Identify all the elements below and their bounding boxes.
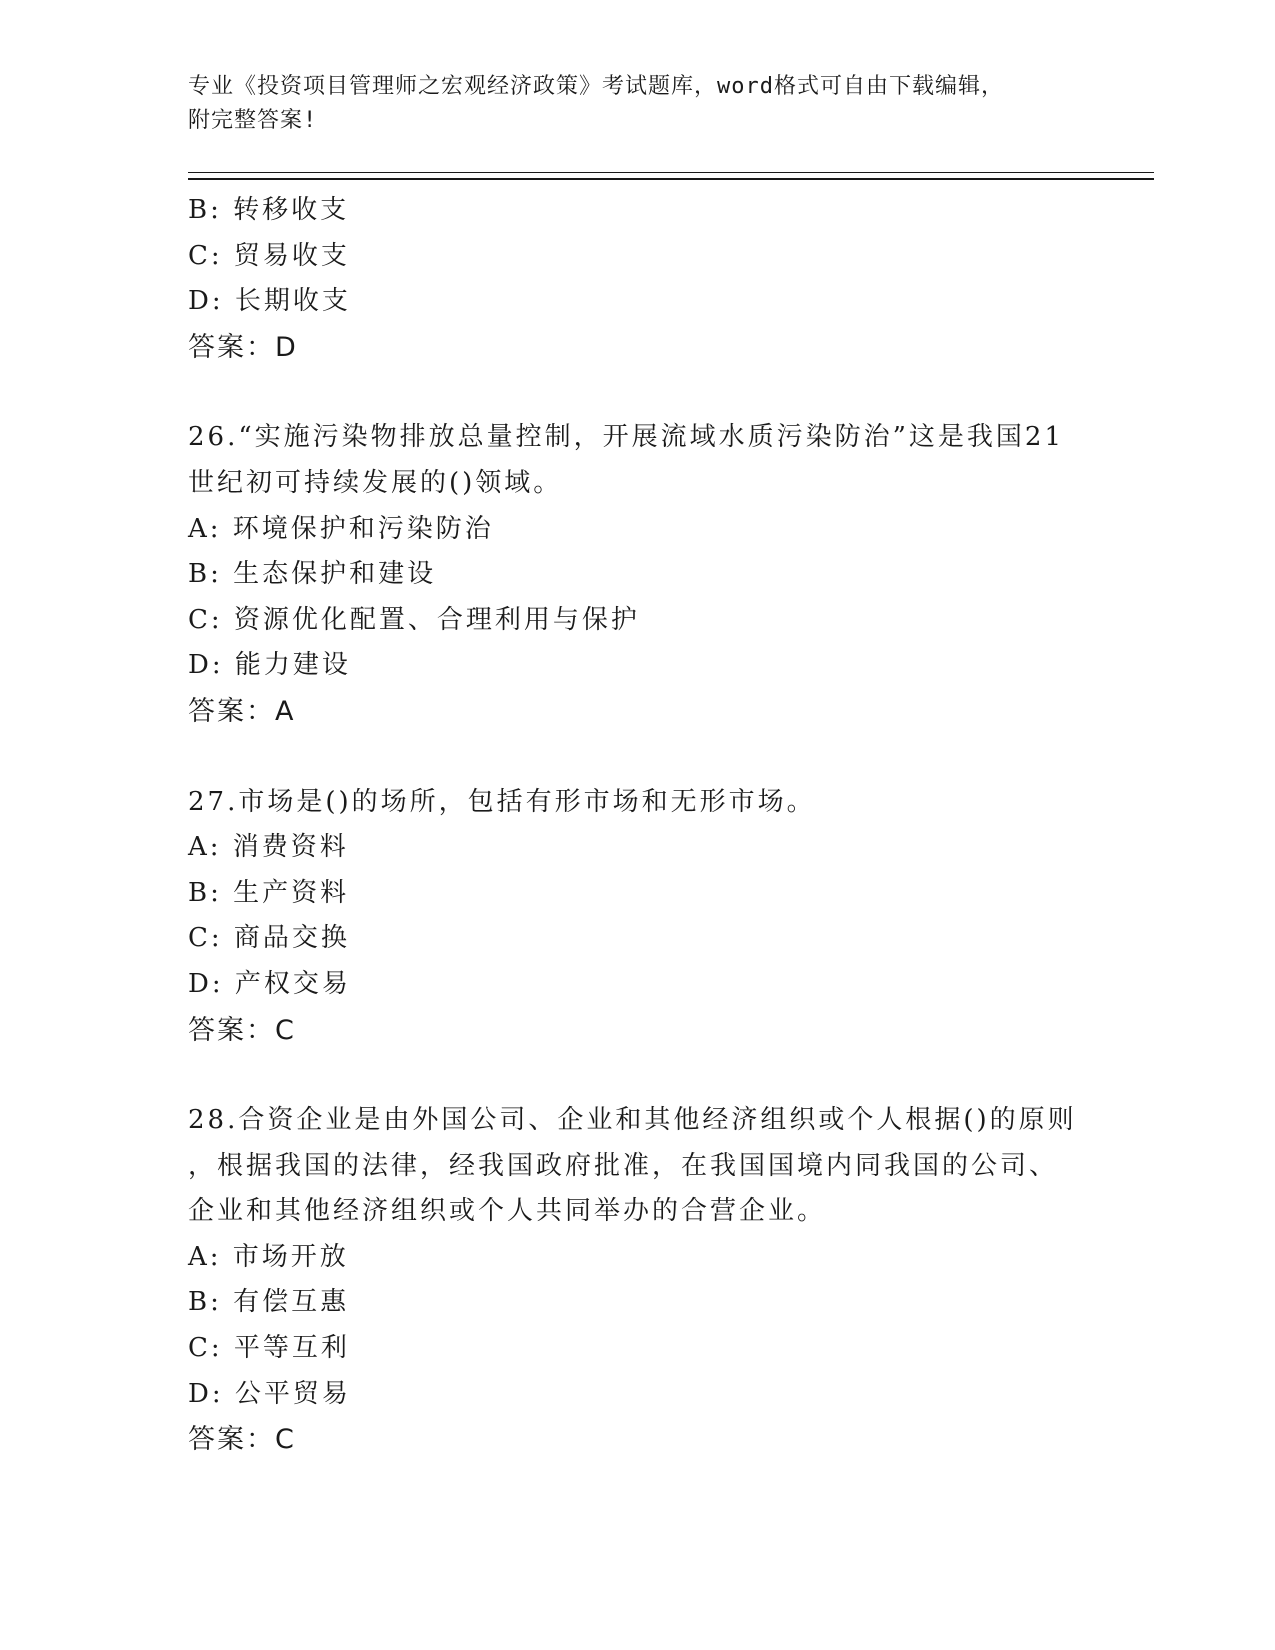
answer-line: 答案：C <box>188 1014 296 1046</box>
question-28 <box>188 1098 1154 1463</box>
option-b: B: 转移收支 <box>188 195 350 225</box>
option-a: A: 消费资料 <box>188 832 349 863</box>
question-text-line: 企业和其他经济组织或个人共同举办的合营企业。 <box>188 1196 827 1227</box>
question-text-line: ，根据我国的法律，经我国政府批准，在我国国境内同我国的公司、 <box>188 1150 1059 1181</box>
option-d: D: 长期收支 <box>188 286 351 317</box>
question-list <box>188 188 1154 1463</box>
answer-line: 答案：D <box>188 331 298 363</box>
option-d: D: 产权交易 <box>188 968 351 999</box>
question-27 <box>188 780 1154 1054</box>
intro-line-2: 附完整答案! <box>188 108 318 133</box>
option-b: B: 生态保护和建设 <box>188 559 437 590</box>
intro-line-1: 专业《投资项目管理师之宏观经济政策》考试题库，word格式可自由下载编辑， <box>188 74 1004 99</box>
option-a: A: 市场开放 <box>188 1241 349 1272</box>
answer-line: 答案：A <box>188 695 296 727</box>
option-c: C: 商品交换 <box>188 923 350 954</box>
option-d: D: 公平贸易 <box>188 1378 351 1409</box>
option-c: C: 资源优化配置、合理利用与保护 <box>188 604 640 635</box>
option-b: B: 生产资料 <box>188 877 350 908</box>
option-b: B: 有偿互惠 <box>188 1287 350 1318</box>
question-text-line: 27.市场是()的场所，包括有形市场和无形市场。 <box>188 786 816 817</box>
option-c: C: 贸易收支 <box>188 240 350 271</box>
option-c: C: 平等互利 <box>188 1333 350 1364</box>
question-26 <box>188 415 1154 734</box>
question-text-line: 28.合资企业是由外国公司、企业和其他经济组织或个人根据()的原则 <box>188 1105 1077 1136</box>
option-d: D: 能力建设 <box>188 650 351 681</box>
document-page <box>188 70 1154 1463</box>
question-text-line: 26.“实施污染物排放总量控制，开展流域水质污染防治”这是我国21 <box>188 422 1065 453</box>
question-text-line: 世纪初可持续发展的()领域。 <box>188 467 563 498</box>
option-a: A: 环境保护和污染防治 <box>188 513 494 544</box>
header-divider <box>188 172 1154 180</box>
answer-line: 答案：C <box>188 1424 296 1456</box>
question-25-tail <box>188 188 1154 370</box>
